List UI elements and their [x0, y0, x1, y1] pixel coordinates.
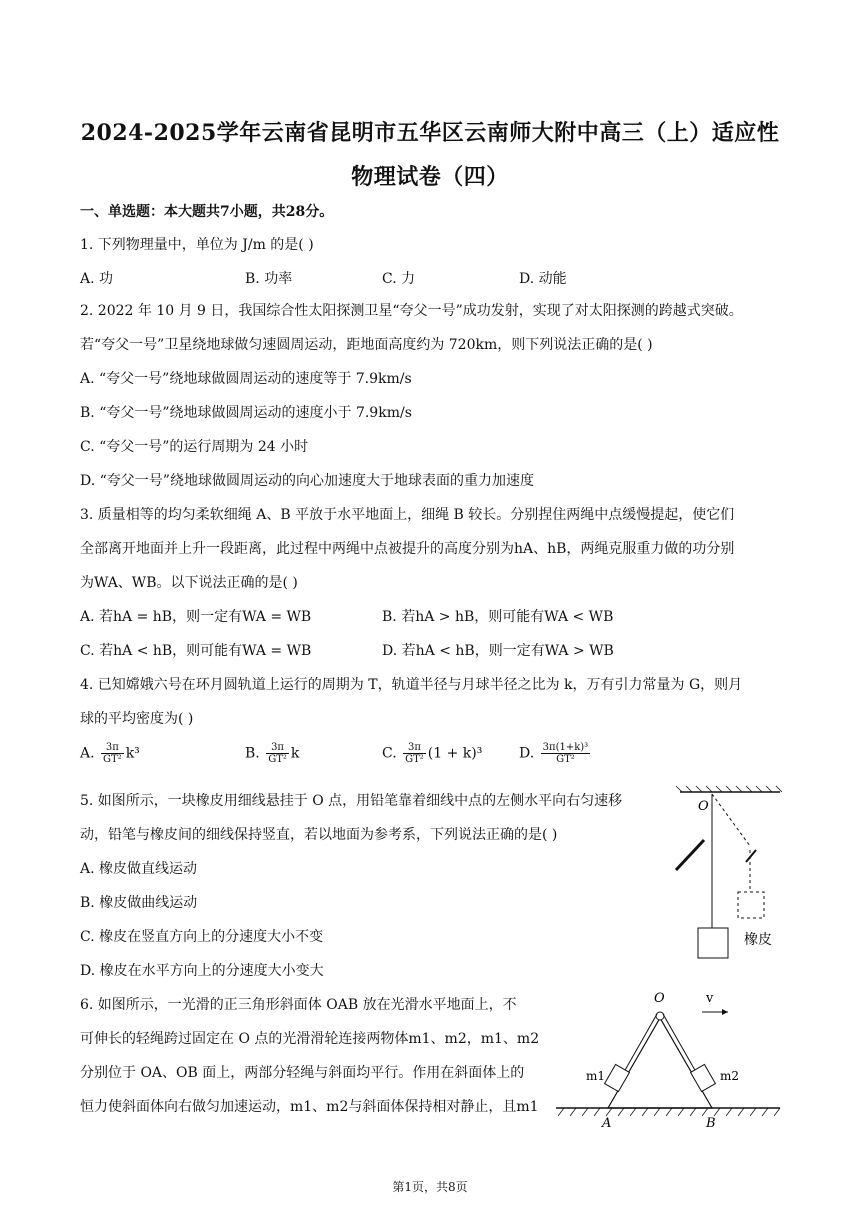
q6-label-v: v — [706, 991, 714, 1006]
q6-stem-1: 6. 如图所示，一光滑的正三角形斜面体 OAB 放在光滑水平地面上，不 — [80, 997, 517, 1013]
q4-stem-1: 4. 已知嫦娥六号在环月圆轨道上运行的周期为 T，轨道半径与月球半径之比为 k，万有引力常量为 G，则月 — [80, 677, 743, 693]
q4-option-b — [245, 742, 299, 765]
q3-option-c: C. 若hA < hB，则可能有WA = WB — [80, 643, 312, 659]
q6-label-o: O — [654, 991, 665, 1006]
numerator: 3π — [266, 742, 289, 754]
q2-option-d: D. “夸父一号”绕地球做圆周运动的向心加速度大于地球表面的重力加速度 — [80, 473, 534, 489]
q4-option-b-label: B. — [245, 745, 260, 762]
numerator: 3π(1+k)³ — [542, 742, 589, 753]
q4-option-a — [80, 742, 140, 765]
q6-label-a: A — [602, 1116, 612, 1131]
q5-stem-2: 动，铅笔与橡皮间的细线保持竖直，若以地面为参考系，下列说法正确的是( ) — [80, 827, 558, 843]
q4-option-b-tail: k — [290, 745, 300, 762]
q5-option-a: A. 橡皮做直线运动 — [80, 861, 198, 877]
q2-stem-2: 若“夸父一号”卫星绕地球做匀速圆周运动，距地面高度约为 720km，则下列说法正确的是( ) — [80, 337, 653, 353]
page-footer: 第1页，共8页 — [392, 1180, 468, 1194]
q6-stem-3: 分别位于 OA、OB 面上，两部分轻绳与斜面均平行。作用在斜面体上的 — [80, 1065, 525, 1081]
q3-option-a: A. 若hA = hB，则一定有WA = WB — [80, 609, 312, 625]
section-heading: 一、单选题：本大题共7小题，共28分。 — [80, 204, 334, 220]
q4-option-a-label: A. — [80, 745, 95, 762]
q4-option-c-tail: (1 + k)³ — [427, 745, 483, 762]
q1-option-d: D. 动能 — [519, 271, 567, 287]
q3-option-b: B. 若hA > hB，则可能有WA < WB — [382, 609, 614, 625]
q5-stem-1: 5. 如图所示，一块橡皮用细线悬挂于 O 点，用铅笔靠着细线中点的左侧水平向右匀速移 — [80, 793, 623, 809]
q4-option-a-tail: k³ — [125, 745, 140, 762]
q4-option-a-fraction — [101, 742, 124, 765]
q5-option-d: D. 橡皮在水平方向上的分速度大小变大 — [80, 963, 324, 979]
q6-stem-2: 可伸长的轻绳跨过固定在 O 点的光滑滑轮连接两物体m1、m2，m1、m2 — [80, 1031, 540, 1047]
q1-option-b: B. 功率 — [245, 271, 293, 287]
q6-figure — [556, 986, 784, 1134]
q4-option-c-fraction — [403, 742, 426, 765]
q5-label-eraser: 橡皮 — [744, 932, 772, 948]
q4-option-b-fraction — [266, 742, 289, 765]
q4-stem-2: 球的平均密度为( ) — [80, 711, 194, 727]
q6-stem-4: 恒力使斜面体向右做匀加速运动，m1、m2与斜面体保持相对静止，且m1 — [80, 1099, 539, 1115]
q6-label-m2: m2 — [720, 1069, 740, 1083]
denominator: GT² — [405, 754, 424, 765]
q4-option-d-fraction — [541, 742, 591, 765]
q4-option-c-label: C. — [382, 745, 397, 762]
q4-option-d — [519, 742, 592, 765]
q2-option-c: C. “夸父一号”的运行周期为 24 小时 — [80, 439, 309, 455]
q3-stem-2: 全部离开地面并上升一段距离，此过程中两绳中点被提升的高度分别为hA、hB，两绳克服重力做的功分别 — [80, 541, 735, 557]
denominator: GT² — [103, 754, 122, 765]
q1-option-c: C. 力 — [382, 271, 416, 287]
q6-label-m1: m1 — [586, 1069, 606, 1083]
q4-option-d-label: D. — [519, 745, 535, 762]
q5-option-b: B. 橡皮做曲线运动 — [80, 895, 198, 911]
q5-figure — [670, 784, 790, 964]
title-line-2: 物理试卷（四） — [351, 164, 509, 190]
numerator: 3π — [101, 742, 124, 754]
q5-option-c: C. 橡皮在竖直方向上的分速度大小不变 — [80, 929, 324, 945]
denominator: GT² — [268, 754, 287, 765]
velocity-arrow-icon — [722, 1009, 728, 1015]
q1-option-a: A. 功 — [80, 271, 114, 287]
q1-stem: 1. 下列物理量中，单位为 J/m 的是( ) — [80, 237, 314, 253]
denominator: GT² — [556, 754, 575, 765]
title-line-1: 2024-2025学年云南省昆明市五华区云南师大附中高三（上）适应性 — [80, 120, 780, 146]
q6-label-b: B — [706, 1116, 716, 1131]
q3-stem-3: 为WA、WB。以下说法正确的是( ) — [80, 575, 298, 591]
q3-option-d: D. 若hA < hB，则一定有WA > WB — [382, 643, 614, 659]
q4-option-c — [382, 742, 482, 765]
q2-option-a: A. “夸父一号”绕地球做圆周运动的速度等于 7.9km/s — [80, 371, 412, 387]
q2-option-b: B. “夸父一号”绕地球做圆周运动的速度小于 7.9km/s — [80, 405, 412, 421]
q5-label-o: O — [698, 799, 709, 814]
q3-stem-1: 3. 质量相等的均匀柔软细绳 A、B 平放于水平地面上，细绳 B 较长。分别捏住两绳中点缓慢提起，使它们 — [80, 507, 735, 523]
q2-stem-1: 2. 2022 年 10 月 9 日，我国综合性太阳探测卫星“夸父一号”成功发射，实现了对太阳探测的跨越式突破。 — [80, 303, 743, 319]
numerator: 3π — [403, 742, 426, 754]
